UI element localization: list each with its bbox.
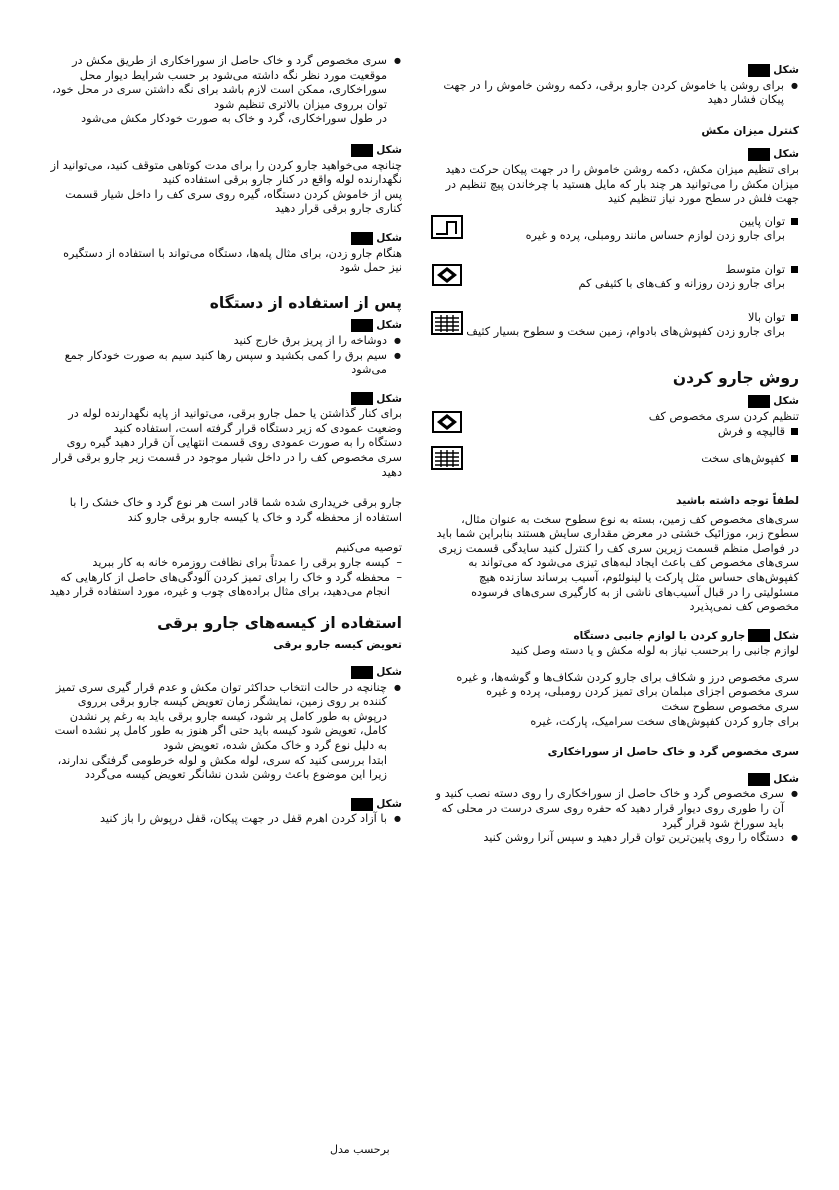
drill-heading: سری مخصوص گرد و خاک حاصل از سوراخکاری xyxy=(547,745,799,759)
figure-label: شکل xyxy=(48,143,402,158)
figure-number-block xyxy=(351,319,373,332)
figure-number-block xyxy=(351,392,373,405)
method-intro: تنظیم کردن سری مخصوص کف xyxy=(648,409,799,423)
low-power-icon xyxy=(431,215,463,239)
pause-text-2: پس از خاموش کردن دستگاه، گیره روی سری کف را داخل شیار قسمت کناری جارو برقی قرار دهید xyxy=(65,187,402,216)
notice-heading: لطفاً توجه داشته باشید xyxy=(675,493,799,507)
high-power-icon xyxy=(431,311,463,335)
method-hard-floor xyxy=(431,446,799,476)
storage-text-2: دستگاه را به صورت عمودی روی قسمت انتهایی آن قرار دهید گیره روی سری مخصوص کف را در داخل شیار موجود در قسمت زیر جارو برقی قرار دهید xyxy=(52,436,402,479)
figure-label: شکل xyxy=(431,63,799,78)
notice-text: سری‌های مخصوص کف زمین، بسته به نوع سطوح سخت به عنوان مثال، سطوح زبر، موزائیک خشتی در معرض مقداری سایش هستند بنابراین شما باید در فواصل منظم قسمت زیرین سری کف را کنترل کنید سایدگی قسمت زیری سری‌های مخصوص کف باعث ایجاد لبه‌های تیزی می‌شود که می‌تواند به کفپوش‌های حساس مثل پارکت یا لینولئوم، آسیب برساند سازنده هیچ مسئولیتی را در قبال آسیب‌های ناشی از به کارگیری سری‌های فرسوده مخصوص کف نمی‌پذیرد xyxy=(436,512,799,614)
suction-text-2: میزان مکش را می‌توانید هر چند بار که مایل هستید با چرخاندن پیچ تنظیم در جهت فلش در سطح مورد نیاز تنظیم کنید xyxy=(445,177,799,206)
right-column xyxy=(431,54,799,846)
figure-label: شکل xyxy=(431,772,799,787)
method-item: کفپوش‌های سخت xyxy=(431,446,799,467)
drill-continue-text: ● سری مخصوص گرد و خاک حاصل از سوراخکاری از طریق مکش در موقعیت مورد نظر نگه داشته می‌شود بر حسب شرایط دیوار محل سوراخکاری، ممکن است لازم باشد برای نگه داشتن سری در محل خود، توان برروی میزان بالاتری تنظیم شود در طول سوراخکاری، گرد و خاک به صورت خودکار مکش می‌شود xyxy=(48,54,402,127)
recommend-item: – محفظه گرد و خاک را برای تمیز کردن آلودگی‌های حاصل از کارهایی که انجام می‌دهید، برای مثال براده‌های چوب و غیره، مورد استفاده قرار دهید xyxy=(48,571,402,600)
level-title: توان متوسط xyxy=(725,262,785,276)
stairs-text: هنگام جارو زدن، برای مثال پله‌ها، دستگاه می‌تواند با استفاده از دستگیره نیز حمل شود xyxy=(63,246,402,275)
after-use-item: ● سیم برق را کمی بکشید و سپس رها کنید سیم به صورت خودکار جمع می‌شود xyxy=(48,349,402,378)
medium-power-icon xyxy=(431,263,463,287)
square-bullet-icon xyxy=(791,218,798,225)
power-list xyxy=(431,79,799,108)
storage-text: برای کنار گذاشتن یا حمل جارو برقی، می‌توانید از پایه نگهدارنده لوله در وضعیت عمودی که زیر دستگاه قرار گرفته است، استفاده کنید xyxy=(68,407,402,435)
suction-text: برای تنظیم میزان مکش، دکمه روشن خاموش را در جهت پیکان حرکت دهید xyxy=(445,162,799,176)
bags-subheading: تعویض کیسه جارو برقی xyxy=(273,638,402,652)
figure-number-block xyxy=(748,148,770,161)
power-level-medium xyxy=(431,263,799,303)
figure-label: شکل xyxy=(48,665,402,680)
accessory-item: برای جارو کردن کفپوش‌های سخت سرامیک، پارکت، غیره xyxy=(530,714,799,728)
recommend-heading: توصیه می‌کنیم xyxy=(335,541,402,555)
figure-label: شکل xyxy=(48,318,402,333)
bags-list xyxy=(48,681,402,783)
figure-number-block xyxy=(351,232,373,245)
power-level-high xyxy=(431,311,799,351)
figure-label: شکل xyxy=(431,147,799,162)
accessory-intro: لوازم جانبی را برحسب نیاز به لوله مکش و یا دسته وصل کنید xyxy=(510,644,799,658)
lever-list xyxy=(48,812,402,827)
drill-item: ● سری مخصوص گرد و خاک حاصل از سوراخکاری را روی دسته نصب کنید و آن را طوری روی دیوار قرار دهید که حفره روی سری درست در محلی که باید سوراخ شود قرار گیرد xyxy=(431,787,799,831)
square-bullet-icon xyxy=(791,266,798,273)
pause-text: چنانچه می‌خواهید جارو کردن را برای مدت کوتاهی متوقف کنید، می‌توانید از نگهدارنده لوله واقع در کنار جارو برقی استفاده کنید xyxy=(50,158,402,187)
level-title: توان پایین xyxy=(739,214,785,228)
power-onoff-text: ● برای روشن یا خاموش کردن جارو برقی، دکمه روشن خاموش را در جهت پیکان فشار دهید xyxy=(431,79,799,108)
recommend-item: – کیسه جارو برقی را عمدتاً برای نظافت روزمره خانه به کار ببرید xyxy=(48,556,402,571)
bags-heading: استفاده از کیسه‌های جارو برقی xyxy=(157,613,402,632)
method-item: قالیچه و فرش xyxy=(431,425,799,440)
accessory-figure-title: شکل جارو کردن با لوازم جانبی دستگاه xyxy=(573,629,799,642)
drill-item: ● دستگاه را روی پایین‌ترین توان قرار دهید و سپس آنرا روشن کنید xyxy=(431,831,799,846)
accessory-item: سری مخصوص اجزای مبلمان برای تمیز کردن رومبلی، پرده و غیره xyxy=(486,685,799,699)
figure-number-block xyxy=(748,395,770,408)
method-heading: روش جارو کردن xyxy=(672,368,799,387)
left-column xyxy=(48,54,402,827)
level-title: توان بالا xyxy=(747,310,785,324)
figure-number-block xyxy=(748,629,770,642)
capacity-text: جارو برقی خریداری شده شما قادر است هر نوع گرد و خاک خشک را با استفاده از محفظه گرد و خاک یا کیسه جارو برقی جارو کند xyxy=(69,496,402,524)
bags-item: ● چنانچه در حالت انتخاب حداکثر توان مکش و عدم قرار گیری سری تمیز کننده بر روی زمین، نمایشگر زمان تعویض کیسه جارو برقی برروی درپوش به طور کامل پر شود، کیسه جارو برقی باید به رغم پر نشدن کامل، تعویض شود کیسه باید حتی اگر هنوز به طور کامل پر نشده است به دلیل نوع گرد و خاک مکش شده، تعویض شود ابتدا بررسی کنید که سری، لوله مکش و لوله خرطومی گرفتگی ندارند، زیرا این موضوع باعث روشن شدن نشانگر تعویض کیسه می‌گردد xyxy=(48,681,402,783)
drill-list xyxy=(431,787,799,845)
after-use-list xyxy=(48,334,402,378)
drill-continue-list xyxy=(48,54,402,127)
lever-item: ● با آزاد کردن اهرم قفل در جهت پیکان، قفل درپوش را باز کنید xyxy=(48,812,402,827)
level-desc: برای جارو زدن روزانه و کف‌های با کثیفی کم xyxy=(578,277,785,291)
figure-number-block xyxy=(748,64,770,77)
figure-number-block xyxy=(351,144,373,157)
hard-floor-mode-icon xyxy=(431,446,463,470)
figure-number-block xyxy=(351,666,373,679)
figure-number-block xyxy=(351,798,373,811)
figure-number-block xyxy=(748,773,770,786)
recommend-list xyxy=(48,556,402,600)
figure-label: شکل xyxy=(431,394,799,409)
figure-label: شکل xyxy=(48,392,402,407)
method-list xyxy=(431,425,799,440)
level-desc: برای جارو زدن لوازم حساس مانند رومبلی، پرده و غیره xyxy=(525,229,785,243)
figure-label: شکل xyxy=(48,797,402,812)
after-use-item: ● دوشاخه را از پریز برق خارج کنید xyxy=(48,334,402,349)
square-bullet-icon xyxy=(791,428,798,435)
method-carpet xyxy=(431,410,799,440)
accessory-item: سری مخصوص درز و شکاف برای جارو کردن شکاف‌ها و گوشه‌ها، و غیره xyxy=(456,670,799,684)
level-desc: برای جارو زدن کفپوش‌های بادوام، زمین سخت و سطوح بسیار کثیف xyxy=(466,325,785,339)
suction-heading: کنترل میزان مکش xyxy=(701,123,799,137)
power-level-low xyxy=(431,215,799,255)
after-use-heading: پس از استفاده از دستگاه xyxy=(209,293,402,312)
figure-label: شکل xyxy=(48,231,402,246)
accessory-item: سری مخصوص سطوح سخت xyxy=(661,700,799,714)
footer-note: برحسب مدل xyxy=(330,1143,390,1156)
square-bullet-icon xyxy=(791,455,798,462)
square-bullet-icon xyxy=(791,314,798,321)
carpet-mode-icon xyxy=(431,410,463,434)
